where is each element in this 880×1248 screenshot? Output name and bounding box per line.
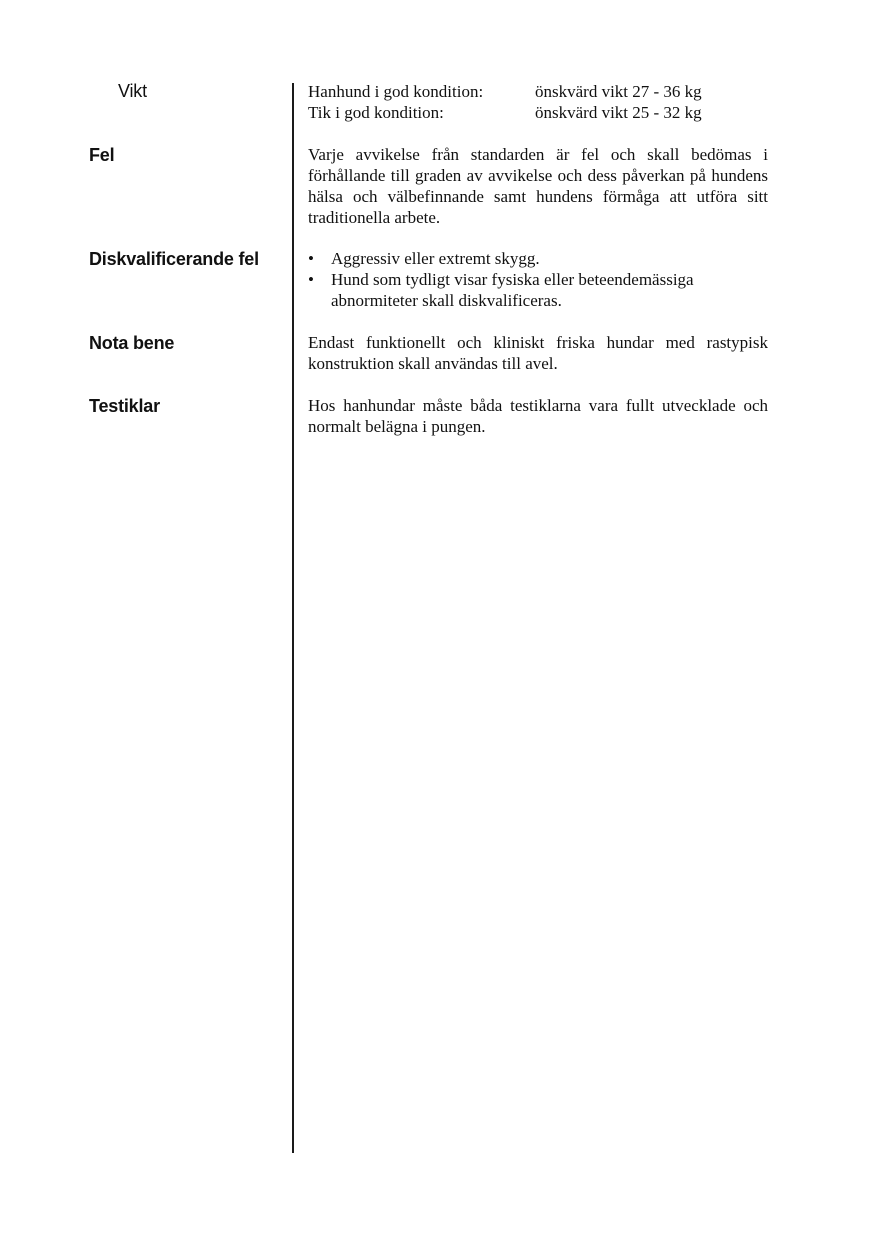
list-item <box>308 248 768 269</box>
weight-table <box>308 81 768 123</box>
fel-paragraph: Varje avvikelse från standarden är fel och skall bedömas i förhållande till graden av avvikelse och dess påverkan på hundens hälsa och välbefinnande samt hundens förmåga att utföra sitt traditionella arbete. <box>308 145 768 227</box>
nota-bene-paragraph: Endast funktionellt och kliniskt friska hundar med rastypisk konstruktion skall användas till avel. <box>308 333 768 373</box>
weight-value: önskvärd vikt 27 - 36 kg <box>535 82 702 101</box>
heading-vikt: Vikt <box>118 81 147 101</box>
heading-testiklar: Testiklar <box>89 396 160 416</box>
column-divider <box>292 83 294 1153</box>
weight-row-female <box>308 102 768 123</box>
weight-value: önskvärd vikt 25 - 32 kg <box>535 103 702 122</box>
heading-nota-bene: Nota bene <box>89 333 175 353</box>
weight-row-male <box>308 81 768 102</box>
testiklar-paragraph: Hos hanhundar måste båda testiklarna vara fullt utvecklade och normalt belägna i pungen. <box>308 396 768 436</box>
bullet-icon: • <box>308 249 314 268</box>
heading-diskvalificerande-fel: Diskvalificerande fel <box>89 249 259 269</box>
list-item-text: Aggressiv eller extremt skygg. <box>331 249 540 268</box>
weight-label: Hanhund i god kondition: <box>308 82 484 101</box>
diskvalificerande-list <box>308 248 768 311</box>
bullet-icon: • <box>308 270 314 289</box>
list-item-text: Hund som tydligt visar fysiska eller beteendemässiga abnormiteter skall diskvalificeras. <box>331 270 694 310</box>
weight-label: Tik i god kondition: <box>308 103 444 122</box>
heading-fel: Fel <box>89 145 115 165</box>
list-item <box>308 269 768 311</box>
